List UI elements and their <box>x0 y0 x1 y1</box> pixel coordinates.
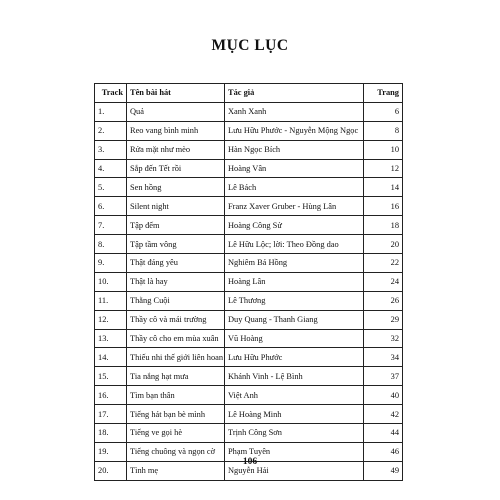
track-cell: 10. <box>95 272 127 291</box>
song-title-cell: Tập tầm vông <box>127 235 225 254</box>
track-cell: 5. <box>95 178 127 197</box>
table-row <box>95 405 403 424</box>
track-cell: 18. <box>95 424 127 443</box>
track-cell: 12. <box>95 310 127 329</box>
author-cell: Lê Bách <box>225 178 364 197</box>
table-row <box>95 310 403 329</box>
track-cell: 14. <box>95 348 127 367</box>
song-title-cell: Thằng Cuội <box>127 291 225 310</box>
table-row <box>95 291 403 310</box>
author-cell: Franz Xaver Gruber - Hùng Lân <box>225 197 364 216</box>
page-cell: 8 <box>364 121 403 140</box>
page-cell: 20 <box>364 235 403 254</box>
table-row <box>95 329 403 348</box>
author-cell: Lê Thương <box>225 291 364 310</box>
page-cell: 10 <box>364 140 403 159</box>
song-title-cell: Thật đáng yêu <box>127 254 225 273</box>
song-title-cell: Quả <box>127 102 225 121</box>
table-row <box>95 254 403 273</box>
author-cell: Nghiêm Bá Hồng <box>225 254 364 273</box>
track-cell: 17. <box>95 405 127 424</box>
table-row <box>95 367 403 386</box>
table-row <box>95 386 403 405</box>
song-title-cell: Tình mẹ <box>127 461 225 480</box>
table-row <box>95 102 403 121</box>
song-title-cell: Rửa mặt như mèo <box>127 140 225 159</box>
page-cell: 24 <box>364 272 403 291</box>
song-title-cell: Thầy cô và mái trường <box>127 310 225 329</box>
song-title-cell: Sắp đến Tết rồi <box>127 159 225 178</box>
page-title: MỤC LỤC <box>211 37 289 54</box>
song-title-cell: Tiếng ve gọi hè <box>127 424 225 443</box>
page-cell: 22 <box>364 254 403 273</box>
author-cell: Nguyễn Hải <box>225 461 364 480</box>
page-cell: 29 <box>364 310 403 329</box>
song-title-cell: Sen hồng <box>127 178 225 197</box>
author-cell: Lê Hoàng Minh <box>225 405 364 424</box>
author-cell: Khánh Vinh - Lệ Bình <box>225 367 364 386</box>
track-cell: 7. <box>95 216 127 235</box>
track-cell: 11. <box>95 291 127 310</box>
song-title-cell: Tìm bạn thân <box>127 386 225 405</box>
song-title-cell: Reo vang bình minh <box>127 121 225 140</box>
header-page: Trang <box>364 84 403 103</box>
track-cell: 9. <box>95 254 127 273</box>
page-cell: 26 <box>364 291 403 310</box>
track-cell: 3. <box>95 140 127 159</box>
author-cell: Hoàng Vân <box>225 159 364 178</box>
table-header-row <box>95 84 403 103</box>
page-number: 106 <box>242 457 258 467</box>
page-cell: 40 <box>364 386 403 405</box>
author-cell: Duy Quang - Thanh Giang <box>225 310 364 329</box>
song-title-cell: Tiếng hát bạn bè mình <box>127 405 225 424</box>
track-cell: 4. <box>95 159 127 178</box>
table-row <box>95 140 403 159</box>
song-title-cell: Thật là hay <box>127 272 225 291</box>
track-cell: 19. <box>95 442 127 461</box>
author-cell: Trịnh Công Sơn <box>225 424 364 443</box>
track-cell: 16. <box>95 386 127 405</box>
page-cell: 32 <box>364 329 403 348</box>
page-cell: 6 <box>364 102 403 121</box>
table-body <box>95 102 403 480</box>
author-cell: Hoàng Công Sử <box>225 216 364 235</box>
table-of-contents <box>94 83 403 481</box>
track-cell: 20. <box>95 461 127 480</box>
track-cell: 1. <box>95 102 127 121</box>
header-song: Tên bài hát <box>127 84 225 103</box>
track-cell: 13. <box>95 329 127 348</box>
track-cell: 2. <box>95 121 127 140</box>
author-cell: Lưu Hữu Phước - Nguyễn Mộng Ngọc <box>225 121 364 140</box>
song-title-cell: Thiếu nhi thế giới liên hoan <box>127 348 225 367</box>
page-cell: 44 <box>364 424 403 443</box>
page-cell: 34 <box>364 348 403 367</box>
page-cell: 49 <box>364 461 403 480</box>
track-cell: 6. <box>95 197 127 216</box>
author-cell: Hoàng Lân <box>225 272 364 291</box>
page-cell: 37 <box>364 367 403 386</box>
author-cell: Lê Hữu Lộc; lời: Theo Đồng dao <box>225 235 364 254</box>
page-cell: 18 <box>364 216 403 235</box>
track-cell: 8. <box>95 235 127 254</box>
table-row <box>95 216 403 235</box>
author-cell: Hàn Ngọc Bích <box>225 140 364 159</box>
header-author: Tác giả <box>225 84 364 103</box>
page-cell: 14 <box>364 178 403 197</box>
table-row <box>95 121 403 140</box>
table-row <box>95 235 403 254</box>
author-cell: Xanh Xanh <box>225 102 364 121</box>
song-title-cell: Tia nắng hạt mưa <box>127 367 225 386</box>
author-cell: Phạm Tuyên <box>225 442 364 461</box>
song-title-cell: Tiếng chuông và ngọn cờ <box>127 442 225 461</box>
page-cell: 42 <box>364 405 403 424</box>
header-track: Track <box>95 84 127 103</box>
song-title-cell: Tập đếm <box>127 216 225 235</box>
author-cell: Việt Anh <box>225 386 364 405</box>
table-row <box>95 178 403 197</box>
song-title-cell: Thầy cô cho em mùa xuân <box>127 329 225 348</box>
song-title-cell: Silent night <box>127 197 225 216</box>
page-cell: 12 <box>364 159 403 178</box>
table-row <box>95 272 403 291</box>
page-cell: 16 <box>364 197 403 216</box>
table-row <box>95 348 403 367</box>
author-cell: Vũ Hoàng <box>225 329 364 348</box>
author-cell: Lưu Hữu Phước <box>225 348 364 367</box>
table-row <box>95 424 403 443</box>
page-cell: 46 <box>364 442 403 461</box>
table-row <box>95 159 403 178</box>
track-cell: 15. <box>95 367 127 386</box>
table-row <box>95 197 403 216</box>
